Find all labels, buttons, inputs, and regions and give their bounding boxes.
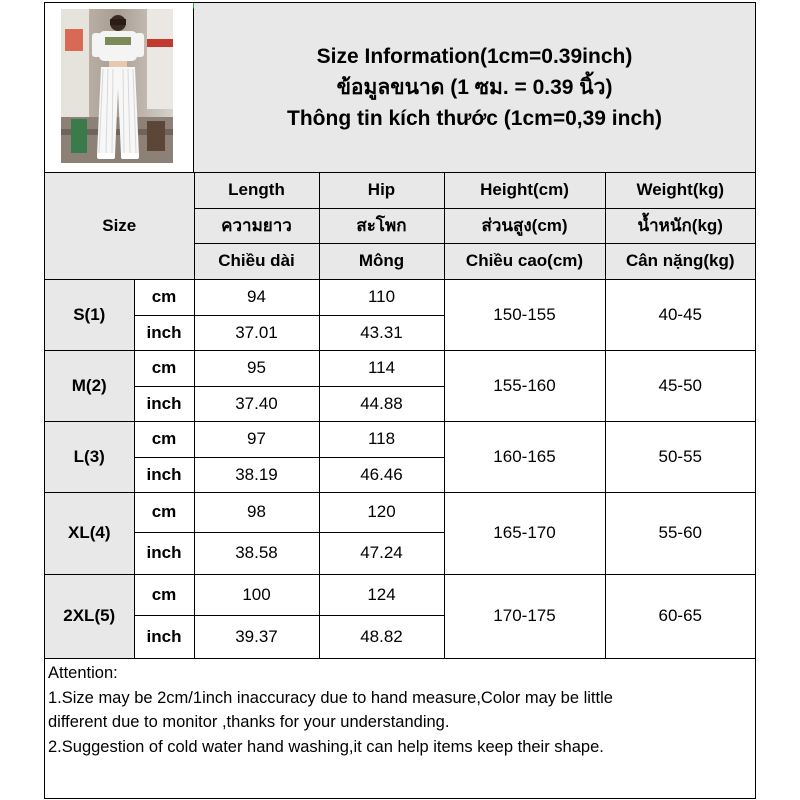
header-height-vietnamese: Chiều cao(cm) bbox=[444, 243, 605, 279]
unit-inch: inch bbox=[134, 532, 194, 574]
size-column-header: Size bbox=[45, 173, 194, 279]
table-row bbox=[45, 574, 755, 615]
weight-range: 50-55 bbox=[605, 421, 755, 492]
header-height: Height(cm) bbox=[444, 173, 605, 208]
table-row bbox=[45, 492, 755, 532]
unit-cm: cm bbox=[134, 492, 194, 532]
length-cm: 97 bbox=[194, 421, 319, 457]
length-inch: 37.40 bbox=[194, 386, 319, 421]
unit-cm: cm bbox=[134, 279, 194, 315]
attention-line-2: different due to monitor ,thanks for your understanding. bbox=[48, 713, 450, 731]
header-length-thai: ความยาว bbox=[194, 208, 319, 243]
header-hip: Hip bbox=[319, 173, 444, 208]
length-inch: 38.58 bbox=[194, 532, 319, 574]
photo-cell bbox=[45, 3, 194, 173]
hip-inch: 48.82 bbox=[319, 615, 444, 658]
unit-inch: inch bbox=[134, 315, 194, 350]
height-range: 155-160 bbox=[444, 350, 605, 421]
size-label: L(3) bbox=[45, 421, 134, 492]
height-range: 165-170 bbox=[444, 492, 605, 574]
title-english: Size Information(1cm=0.39inch) bbox=[316, 45, 633, 68]
header-height-thai: ส่วนสูง(cm) bbox=[444, 208, 605, 243]
weight-range: 45-50 bbox=[605, 350, 755, 421]
table-row bbox=[45, 421, 755, 457]
title-cell bbox=[194, 3, 755, 173]
height-range: 160-165 bbox=[444, 421, 605, 492]
attention-line-1: 1.Size may be 2cm/1inch inaccuracy due to hand measure,Color may be little bbox=[48, 688, 613, 707]
height-range: 150-155 bbox=[444, 279, 605, 350]
weight-range: 60-65 bbox=[605, 574, 755, 658]
title-thai: ข้อมูลขนาด (1 ซม. = 0.39 นิ้ว) bbox=[336, 76, 613, 99]
hip-cm: 124 bbox=[319, 574, 444, 615]
length-inch: 38.19 bbox=[194, 457, 319, 492]
header-hip-thai: สะโพก bbox=[319, 208, 444, 243]
unit-cm: cm bbox=[134, 574, 194, 615]
length-cm: 100 bbox=[194, 574, 319, 615]
header-weight-thai: น้ำหนัก(kg) bbox=[605, 208, 755, 243]
unit-inch: inch bbox=[134, 615, 194, 658]
title-vietnamese: Thông tin kích thước (1cm=0,39 inch) bbox=[287, 107, 662, 130]
attention-line-3: 2.Suggestion of cold water hand washing,it can help items keep their shape. bbox=[48, 737, 604, 756]
unit-cm: cm bbox=[134, 350, 194, 386]
header-hip-vietnamese: Mông bbox=[319, 243, 444, 279]
size-label: 2XL(5) bbox=[45, 574, 134, 658]
length-cm: 95 bbox=[194, 350, 319, 386]
length-cm: 94 bbox=[194, 279, 319, 315]
header-weight-vietnamese: Cân nặng(kg) bbox=[605, 243, 755, 279]
hip-inch: 46.46 bbox=[319, 457, 444, 492]
model-photo bbox=[61, 9, 173, 163]
length-inch: 37.01 bbox=[194, 315, 319, 350]
size-label: M(2) bbox=[45, 350, 134, 421]
attention-heading: Attention: bbox=[48, 664, 118, 682]
size-table bbox=[45, 173, 755, 659]
header-length-vietnamese: Chiều dài bbox=[194, 243, 319, 279]
weight-range: 40-45 bbox=[605, 279, 755, 350]
hip-inch: 44.88 bbox=[319, 386, 444, 421]
height-range: 170-175 bbox=[444, 574, 605, 658]
hip-inch: 47.24 bbox=[319, 532, 444, 574]
hip-cm: 114 bbox=[319, 350, 444, 386]
hip-inch: 43.31 bbox=[319, 315, 444, 350]
hip-cm: 120 bbox=[319, 492, 444, 532]
weight-range: 55-60 bbox=[605, 492, 755, 574]
unit-inch: inch bbox=[134, 386, 194, 421]
table-row bbox=[45, 350, 755, 386]
size-label: XL(4) bbox=[45, 492, 134, 574]
length-cm: 98 bbox=[194, 492, 319, 532]
size-chart bbox=[44, 2, 756, 799]
unit-inch: inch bbox=[134, 457, 194, 492]
header-weight: Weight(kg) bbox=[605, 173, 755, 208]
unit-cm: cm bbox=[134, 421, 194, 457]
attention-notes bbox=[45, 658, 755, 798]
length-inch: 39.37 bbox=[194, 615, 319, 658]
hip-cm: 118 bbox=[319, 421, 444, 457]
header-length: Length bbox=[194, 173, 319, 208]
size-label: S(1) bbox=[45, 279, 134, 350]
table-row bbox=[45, 279, 755, 315]
hip-cm: 110 bbox=[319, 279, 444, 315]
